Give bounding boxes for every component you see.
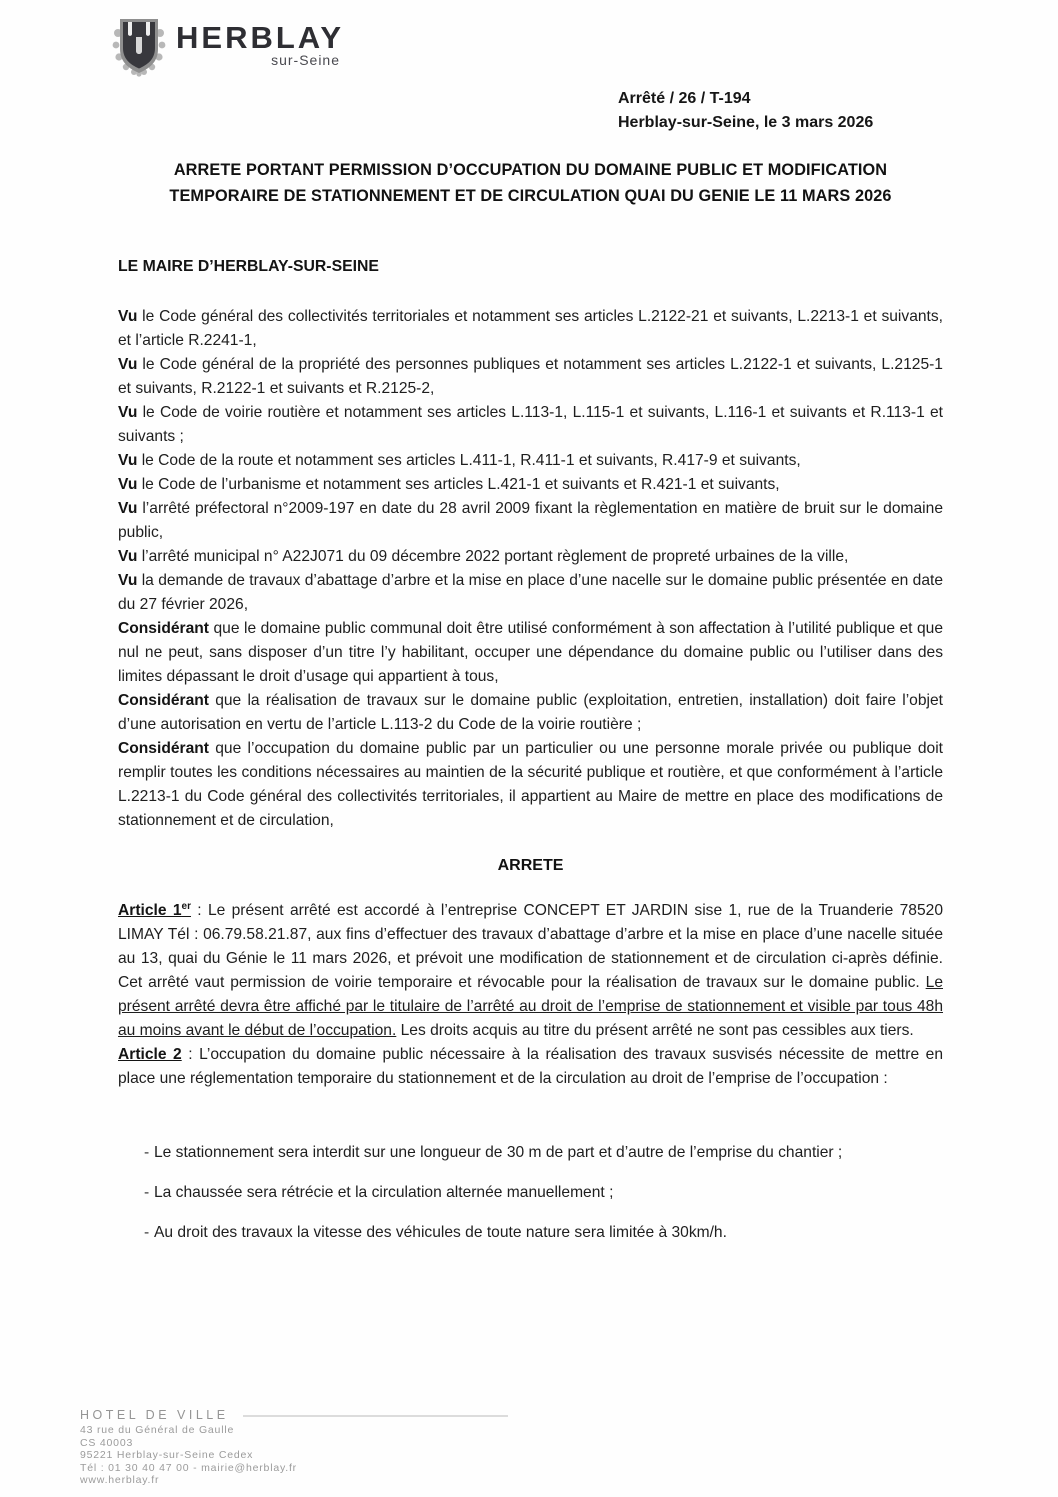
- footer-website: www.herblay.fr: [80, 1474, 160, 1486]
- letterhead-footer: [80, 1408, 508, 1487]
- recital-vu: Vu l’arrêté préfectoral n°2009-197 en date du 28 avril 2009 fixant la règlementation en matière de bruit sur le domaine public,: [118, 500, 943, 541]
- footer-address-line: CS 40003: [80, 1436, 134, 1449]
- footer-address-line: 43 rue du Général de Gaulle: [80, 1424, 235, 1436]
- measures-list: [118, 1135, 943, 1251]
- reference-block: [118, 87, 943, 135]
- article-1-label: Article 1er: [118, 901, 191, 920]
- recital-vu: Vu l’arrêté municipal n° A22J071 du 09 décembre 2022 portant règlement de propreté urbaines de la ville,: [118, 548, 849, 565]
- recital-vu: Vu le Code général de la propriété des personnes publiques et notamment ses articles L.2122-1 et suivants, L.2125-1 et suivants, R.2122-1 et suivants et R.2125-2,: [118, 356, 943, 397]
- article-2: Article 2 : L’occupation du domaine public nécessaire à la réalisation des travaux susvisés nécessite de mettre en place une réglementation temporaire du stationnement et de la circulation au droit de l’emprise de l’occupation :: [118, 1046, 943, 1088]
- list-item: - Au droit des travaux la vitesse des véhicules de toute nature sera limitée à 30km/h.: [118, 1215, 943, 1251]
- footer-heading: HOTEL DE VILLE: [80, 1408, 229, 1422]
- articles-section: [118, 895, 943, 1091]
- footer-address-line: 95221 Herblay-sur-Seine Cedex: [80, 1449, 254, 1461]
- article-2-label: Article 2: [118, 1046, 182, 1064]
- city-crest-icon: [110, 15, 168, 77]
- salutation: LE MAIRE D’HERBLAY-SUR-SEINE: [118, 258, 379, 275]
- recital-considerant: Considérant que le domaine public communal doit être utilisé conformément à son affectation à l’utilité publique et que nul ne peut, sans disposer d’un titre l’y habilitant, occuper une dépendance du domaine public ou l’utiliser dans des limites dépassant le droit d’usage qui appartient à tous,: [118, 620, 943, 685]
- recital-considerant: Considérant que la réalisation de travaux sur le domaine public (exploitation, entretien, installation) doit faire l’objet d’une autorisation en vertu de l’article L.113-2 du Code de la voirie routière ;: [118, 692, 943, 733]
- article-1: Article 1er : Le présent arrêté est accordé à l’entreprise CONCEPT ET JARDIN sise 1, rue de la Truanderie 78520 LIMAY Tél : 06.79.58.21.87, aux fins d’effectuer des travaux d’abattage d’arbre et la mise en place d’une nacelle située au 13, quai du Génie le 11 mars 2026, et prévoit une modification de stationnement et de circulation ci-après définie. Cet arrêté vaut permission de voirie temporaire et révocable pour la réalisation de travaux sur le domaine public. Le présent arrêté devra être affiché par le titulaire de l’arrêté au droit de l’emprise de stationnement et visible par tous 48h au moins avant le début de l’occupation. Les droits acquis au titre du présent arrêté ne sont pas cessibles aux tiers.: [118, 901, 943, 1040]
- logo-city-subname: sur-Seine: [271, 52, 340, 68]
- recital-vu: Vu le Code général des collectivités territoriales et notamment ses articles L.2122-21 et suivants, L.2213-1 et suivants, et l’article R.2241-1,: [118, 308, 943, 349]
- decree-reference: Arrêté / 26 / T-194: [618, 90, 751, 107]
- dash-bullet-icon: -: [144, 1184, 150, 1202]
- recitals-section: [118, 305, 943, 833]
- recital-vu: Vu le Code de la route et notamment ses articles L.411-1, R.411-1 et suivants, R.417-9 et suivants,: [118, 452, 801, 469]
- logo-city-name: HERBLAY: [176, 20, 344, 55]
- document-title: [118, 157, 943, 209]
- footer-contact-line: Tél : 01 30 40 47 00 - mairie@herblay.fr: [80, 1461, 297, 1474]
- list-item: - Le stationnement sera interdit sur une longueur de 30 m de part et d’autre de l’emprise du chantier ;: [118, 1135, 943, 1171]
- recital-vu: Vu la demande de travaux d’abattage d’arbre et la mise en place d’une nacelle sur le domaine public présentée en date du 27 février 2026,: [118, 572, 943, 613]
- title-line-1: ARRETE PORTANT PERMISSION D’OCCUPATION DU DOMAINE PUBLIC ET MODIFICATION: [173, 161, 888, 179]
- recital-vu: Vu le Code de voirie routière et notamment ses articles L.113-1, L.115-1 et suivants, L.116-1 et suivants et R.113-1 et suivants ;: [118, 404, 943, 445]
- dash-bullet-icon: -: [144, 1144, 150, 1162]
- article-1-underlined-clause: Le présent arrêté devra être affiché par le titulaire de l’arrêté au droit de l’emprise de stationnement et visible par tous 48h au moins avant le début de l’occupation.: [118, 974, 943, 1040]
- footer-divider: [243, 1415, 508, 1417]
- recital-considerant: Considérant que l’occupation du domaine public par un particulier ou une personne morale privée ou publique doit remplir toutes les conditions nécessaires au maintien de la sécurité publique et routière, et que conformément à l’article L.2213-1 du Code général des collectivités territoriales, il appartient au Maire de mettre en place des modifications de stationnement et de circulation,: [118, 740, 943, 829]
- decision-heading: ARRETE: [497, 857, 564, 874]
- recital-vu: Vu le Code de l’urbanisme et notamment ses articles L.421-1 et suivants et R.421-1 et suivants,: [118, 476, 780, 493]
- title-line-2: TEMPORAIRE DE STATIONNEMENT ET DE CIRCULATION QUAI DU GENIE LE 11 MARS 2026: [169, 187, 892, 205]
- dash-bullet-icon: -: [144, 1224, 150, 1242]
- city-logo: [110, 15, 943, 81]
- list-item: - La chaussée sera rétrécie et la circulation alternée manuellement ;: [118, 1175, 943, 1211]
- place-and-date: Herblay-sur-Seine, le 3 mars 2026: [618, 114, 874, 131]
